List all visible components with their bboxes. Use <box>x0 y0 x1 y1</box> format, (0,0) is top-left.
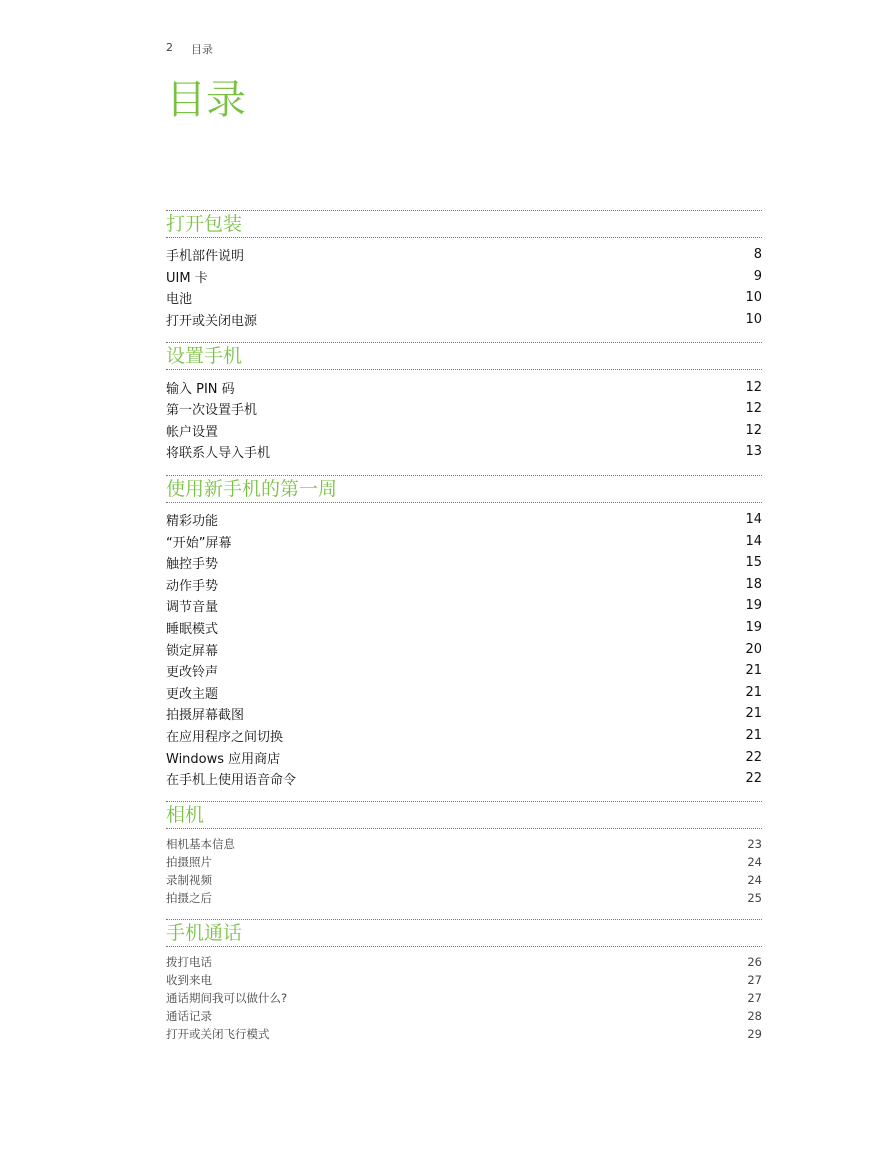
toc-section-calls <box>166 919 762 1043</box>
header-page-number: 2 <box>166 41 173 54</box>
toc-entry[interactable] <box>166 660 762 682</box>
entry-page: 21 <box>745 684 762 700</box>
toc-entry[interactable] <box>166 889 762 907</box>
entry-page: 10 <box>745 312 762 328</box>
toc-entry[interactable] <box>166 376 762 398</box>
toc-entry[interactable] <box>166 768 762 790</box>
section-heading[interactable]: 使用新手机的第一周 <box>166 475 762 503</box>
entry-label: 收到来电 <box>166 973 212 988</box>
toc-entry[interactable] <box>166 420 762 442</box>
toc-entry[interactable] <box>166 871 762 889</box>
entry-label: 在应用程序之间切换 <box>166 729 284 745</box>
toc-entry[interactable] <box>166 244 762 266</box>
header-section-title: 目录 <box>191 43 213 56</box>
entry-page: 27 <box>747 991 762 1006</box>
entry-page: 25 <box>747 891 762 906</box>
entry-label: 精彩功能 <box>166 514 219 530</box>
entry-label: 通话期间我可以做什么? <box>166 991 288 1006</box>
entry-label: 拍摄屏幕截图 <box>166 708 245 724</box>
toc-entry[interactable] <box>166 595 762 617</box>
entry-page: 22 <box>745 771 762 787</box>
entry-page: 12 <box>745 379 762 395</box>
entry-page: 21 <box>745 706 762 722</box>
section-heading[interactable]: 打开包装 <box>166 210 762 238</box>
entry-label: 拍摄照片 <box>166 855 212 870</box>
entry-page: 27 <box>747 973 762 988</box>
entry-page: 10 <box>745 290 762 306</box>
entry-page: 9 <box>753 268 762 284</box>
entry-page: 12 <box>745 422 762 438</box>
toc-entry[interactable] <box>166 835 762 853</box>
toc-section-setup <box>166 342 762 462</box>
entry-label: UIM 卡 <box>166 270 208 286</box>
entry-label: 手机部件说明 <box>166 249 245 265</box>
entry-label: 打开或关闭电源 <box>166 314 258 330</box>
page-title: 目录 <box>166 77 246 123</box>
toc-entry[interactable] <box>166 509 762 531</box>
toc-entry[interactable] <box>166 725 762 747</box>
entry-page: 12 <box>745 401 762 417</box>
entry-page: 22 <box>745 749 762 765</box>
running-header <box>166 41 213 57</box>
toc-entry[interactable] <box>166 989 762 1007</box>
entry-label: 睡眠模式 <box>166 622 219 638</box>
entry-label: 通话记录 <box>166 1009 212 1024</box>
toc-entry[interactable] <box>166 1025 762 1043</box>
entry-label: 电池 <box>166 292 193 308</box>
toc-entry[interactable] <box>166 971 762 989</box>
entry-label: 录制视频 <box>166 873 212 888</box>
toc-entry[interactable] <box>166 530 762 552</box>
section-heading[interactable]: 相机 <box>166 801 762 829</box>
entry-label: “开始”屏幕 <box>166 535 232 551</box>
entry-label: 拨打电话 <box>166 955 212 970</box>
entry-page: 29 <box>747 1027 762 1042</box>
toc-entry[interactable] <box>166 703 762 725</box>
entry-label: 调节音量 <box>166 600 219 616</box>
entry-page: 8 <box>753 247 762 263</box>
entry-page: 21 <box>745 663 762 679</box>
entry-label: Windows 应用商店 <box>166 751 281 767</box>
entry-page: 14 <box>745 512 762 528</box>
entry-page: 21 <box>745 727 762 743</box>
section-heading[interactable]: 手机通话 <box>166 919 762 947</box>
section-heading[interactable]: 设置手机 <box>166 342 762 370</box>
toc-entry[interactable] <box>166 746 762 768</box>
entry-label: 拍摄之后 <box>166 891 212 906</box>
entry-page: 26 <box>747 955 762 970</box>
toc-section-unboxing <box>166 210 762 330</box>
entry-page: 20 <box>745 641 762 657</box>
entry-label: 动作手势 <box>166 578 219 594</box>
toc-entry[interactable] <box>166 853 762 871</box>
entry-label: 锁定屏幕 <box>166 643 219 659</box>
toc-entry[interactable] <box>166 309 762 331</box>
entry-page: 19 <box>745 598 762 614</box>
entry-page: 24 <box>747 873 762 888</box>
entry-page: 13 <box>745 444 762 460</box>
toc-entry[interactable] <box>166 682 762 704</box>
toc-section-first-week <box>166 475 762 790</box>
toc-entry[interactable] <box>166 574 762 596</box>
toc-entry[interactable] <box>166 287 762 309</box>
toc-entry[interactable] <box>166 552 762 574</box>
entry-label: 触控手势 <box>166 557 219 573</box>
entry-label: 打开或关闭飞行模式 <box>166 1027 270 1042</box>
toc-entry[interactable] <box>166 398 762 420</box>
entry-label: 帐户设置 <box>166 424 219 440</box>
entry-label: 输入 PIN 码 <box>166 381 235 397</box>
entry-page: 15 <box>745 555 762 571</box>
toc-entry[interactable] <box>166 953 762 971</box>
toc-entry[interactable] <box>166 266 762 288</box>
entry-label: 第一次设置手机 <box>166 403 258 419</box>
entry-page: 24 <box>747 855 762 870</box>
toc-entry[interactable] <box>166 1007 762 1025</box>
entry-page: 28 <box>747 1009 762 1024</box>
entry-label: 更改铃声 <box>166 665 219 681</box>
toc-entry[interactable] <box>166 617 762 639</box>
toc-section-camera <box>166 801 762 907</box>
entry-page: 14 <box>745 533 762 549</box>
entry-label: 更改主题 <box>166 686 219 702</box>
table-of-contents <box>166 210 762 1055</box>
entry-label: 相机基本信息 <box>166 837 235 852</box>
entry-page: 18 <box>745 576 762 592</box>
entry-label: 将联系人导入手机 <box>166 446 271 462</box>
entry-page: 19 <box>745 620 762 636</box>
toc-entry[interactable] <box>166 638 762 660</box>
toc-entry[interactable] <box>166 441 762 463</box>
entry-page: 23 <box>747 837 762 852</box>
entry-label: 在手机上使用语音命令 <box>166 773 297 789</box>
